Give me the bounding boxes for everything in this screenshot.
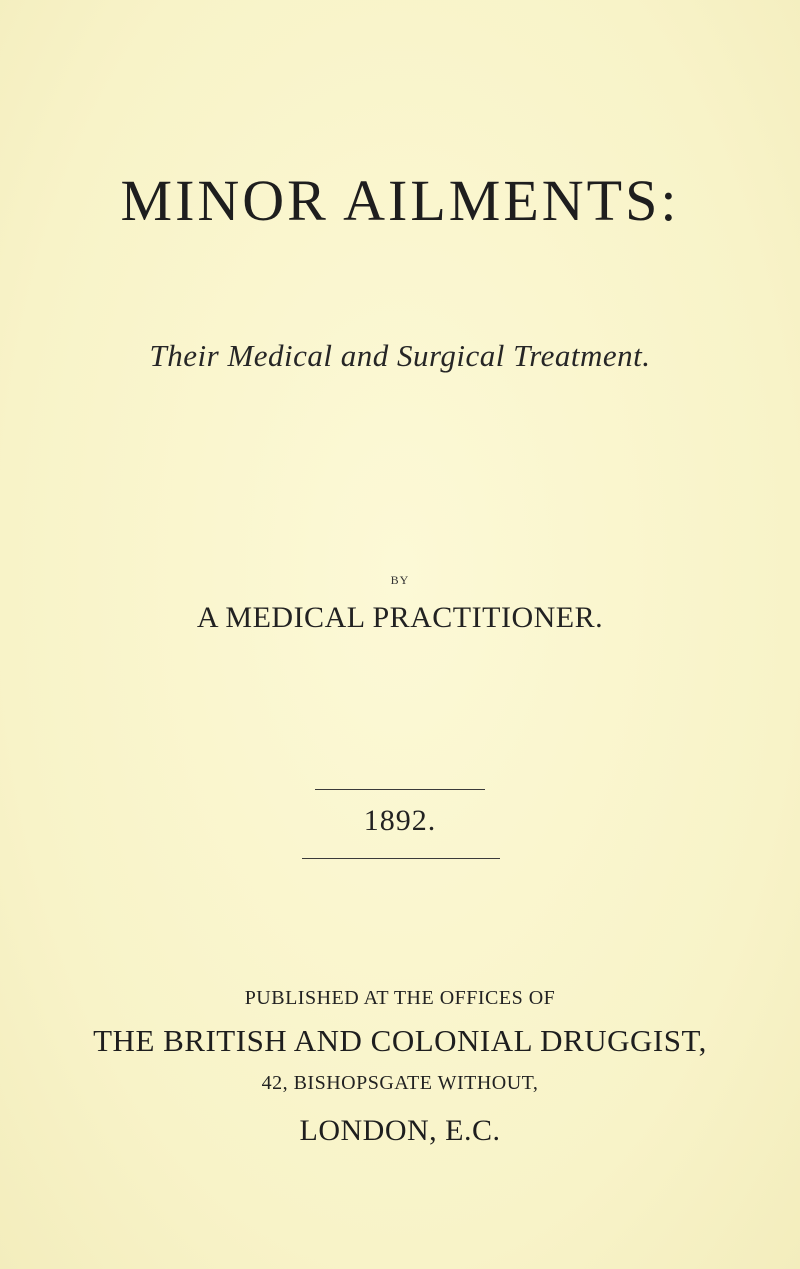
publisher-city: LONDON, E.C. (299, 1114, 501, 1147)
publisher-address: 42, BISHOPSGATE WITHOUT, (261, 1072, 539, 1094)
top-divider (315, 789, 485, 790)
publisher-line-1: PUBLISHED AT THE OFFICES OF (244, 987, 556, 1009)
publisher-name: THE BRITISH AND COLONIAL DRUGGIST, (93, 1023, 707, 1058)
book-subtitle: Their Medical and Surgical Treatment. (149, 338, 651, 373)
book-title: MINOR AILMENTS: (120, 168, 680, 233)
byline: BY (390, 573, 410, 587)
author: A MEDICAL PRACTITIONER. (196, 601, 604, 634)
bottom-divider (302, 858, 500, 859)
publication-year: 1892. (363, 804, 437, 837)
